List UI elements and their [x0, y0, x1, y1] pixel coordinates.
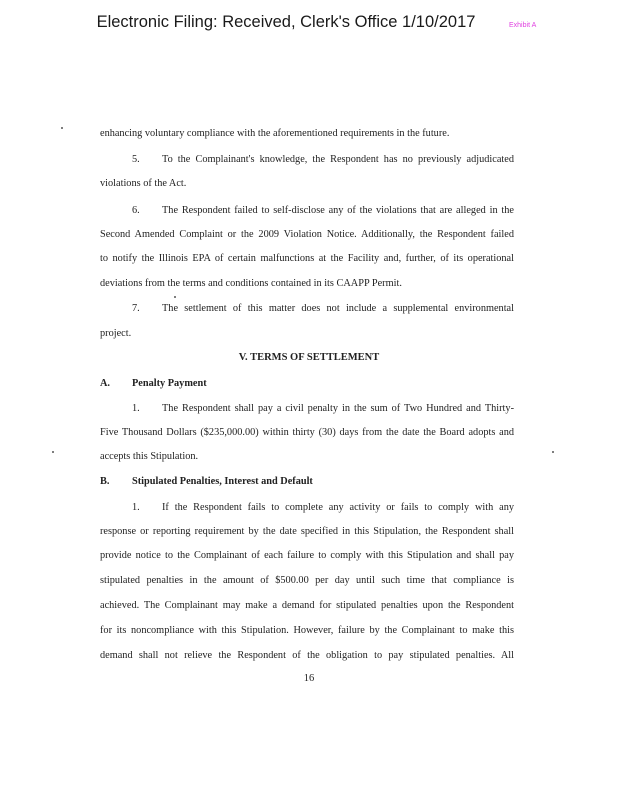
paragraph-number: 1.	[132, 502, 140, 513]
body-line: deviations from the terms and conditions contained in its CAAPP Permit.	[100, 278, 402, 289]
subsection-letter: A.	[100, 378, 111, 389]
paragraph-number: 7.	[132, 303, 140, 314]
body-line: stipulated penalties in the amount of $500.00 per day until such time that compliance is	[100, 575, 514, 586]
scan-speck	[174, 296, 176, 298]
body-line: If the Respondent fails to complete any activity or fails to comply with any	[162, 502, 514, 513]
paragraph-number: 1.	[132, 403, 140, 414]
scan-speck	[61, 127, 63, 129]
body-line: project.	[100, 328, 132, 339]
body-line: demand shall not relieve the Respondent of the obligation to pay stipulated penalties. All	[100, 650, 514, 661]
scan-speck	[52, 451, 54, 453]
subsection-title: Stipulated Penalties, Interest and Default	[132, 476, 313, 487]
body-line: to notify the Illinois EPA of certain malfunctions at the Facility and, further, of its operational	[100, 253, 514, 264]
body-line: for its noncompliance with this Stipulation. However, failure by the Complainant to make this	[100, 625, 514, 636]
body-line: The Respondent failed to self-disclose any of the violations that are alleged in the	[162, 205, 514, 216]
section-heading: V. TERMS OF SETTLEMENT	[238, 352, 380, 363]
body-line: The Respondent shall pay a civil penalty in the sum of Two Hundred and Thirty-	[162, 403, 514, 414]
subsection-title: Penalty Payment	[132, 378, 207, 389]
exhibit-label: Exhibit A	[509, 22, 537, 29]
body-line: response or reporting requirement by the date specified in this Stipulation, the Respondent shall	[100, 526, 514, 537]
body-line: To the Complainant's knowledge, the Respondent has no previously adjudicated	[162, 154, 514, 165]
body-line: violations of the Act.	[100, 178, 187, 189]
subsection-letter: B.	[100, 476, 110, 487]
scan-speck	[552, 451, 554, 453]
body-line: accepts this Stipulation.	[100, 451, 199, 462]
filing-stamp: Electronic Filing: Received, Clerk's Office 1/10/2017	[96, 13, 476, 31]
body-line: Second Amended Complaint or the 2009 Violation Notice. Additionally, the Respondent failed	[100, 229, 514, 240]
body-line: Five Thousand Dollars ($235,000.00) within thirty (30) days from the date the Board adopts and	[100, 427, 514, 438]
body-line: The settlement of this matter does not include a supplemental environmental	[162, 303, 514, 314]
body-line: achieved. The Complainant may make a demand for stipulated penalties upon the Respondent	[100, 600, 514, 611]
body-line: provide notice to the Complainant of each failure to comply with this Stipulation and shall pay	[100, 550, 514, 561]
paragraph-number: 6.	[132, 205, 140, 216]
body-line: enhancing voluntary compliance with the aforementioned requirements in the future.	[100, 128, 450, 139]
paragraph-number: 5.	[132, 154, 140, 165]
page-number: 16	[303, 673, 315, 684]
